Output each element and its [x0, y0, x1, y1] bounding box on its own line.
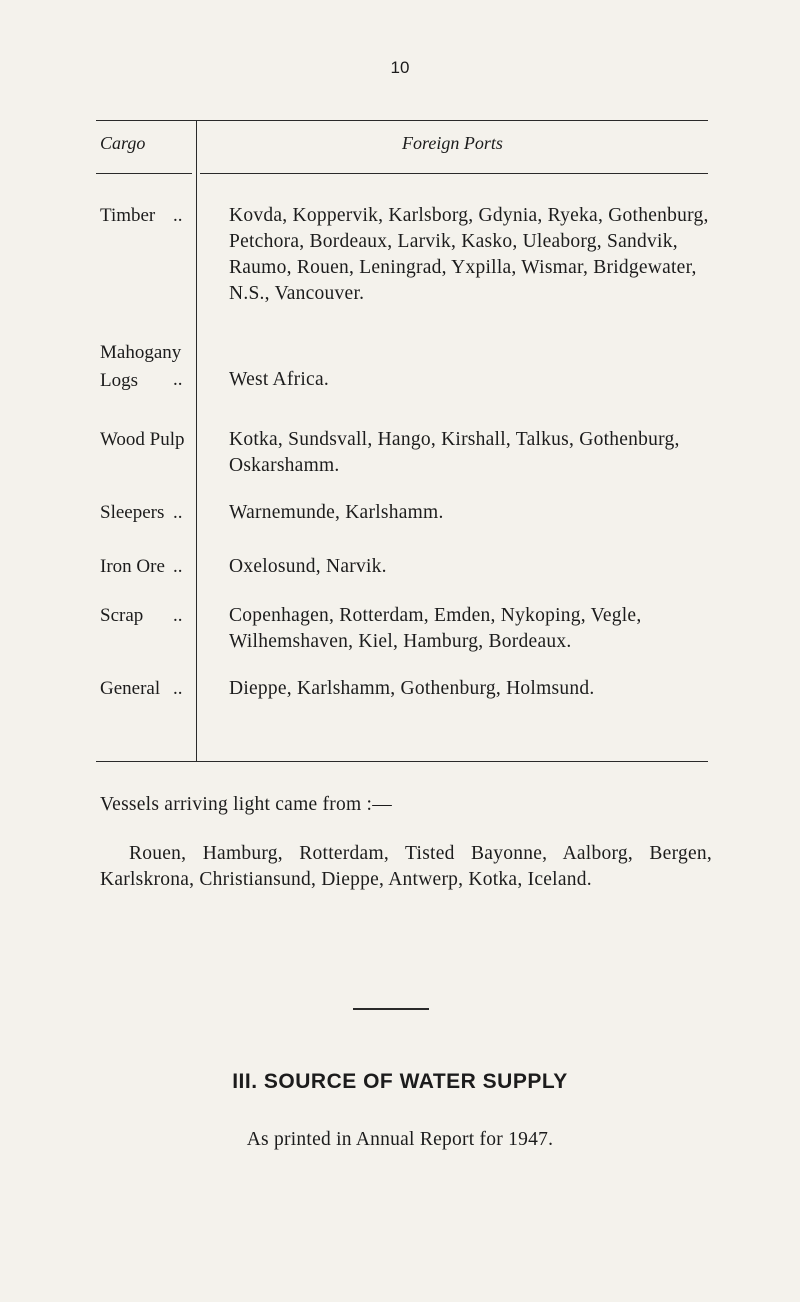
- vessels-intro: Vessels arriving light came from :—: [100, 794, 392, 815]
- section-note: As printed in Annual Report for 1947.: [246, 1129, 554, 1150]
- cargo-name: Scrap: [100, 605, 144, 626]
- cargo-name: Sleepers: [100, 502, 165, 523]
- cargo-name: Iron Ore: [100, 556, 165, 577]
- cargo-name: Wood Pulp: [100, 429, 185, 450]
- ports-list: West Africa.: [229, 369, 329, 390]
- leader-dots: ..: [173, 678, 183, 699]
- ports-list: Kovda, Koppervik, Karlsborg, Gdynia, Ryeka, Gothenburg, Petchora, Bordeaux, Larvik, Kasko, Uleaborg, Sandvik, Raumo, Rouen, Leningrad, Yxpilla, Wismar, Bridgewater, N.S., Vancouver.: [229, 205, 709, 304]
- table-bottom-rule: [96, 761, 708, 762]
- leader-dots: ..: [173, 369, 183, 390]
- ports-list: Kotka, Sundsvall, Hango, Kirshall, Talkus, Gothenburg, Oskarshamm.: [229, 429, 680, 476]
- ports-list: Oxelosund, Narvik.: [229, 556, 387, 577]
- section-title: III. SOURCE OF WATER SUPPLY: [232, 1070, 568, 1093]
- cargo-header-rule: [96, 173, 192, 174]
- leader-dots: ..: [173, 556, 183, 577]
- ports-header-rule: [200, 173, 708, 174]
- leader-dots: ..: [173, 605, 183, 626]
- leader-dots: ..: [173, 205, 183, 226]
- leader-dots: ..: [173, 502, 183, 523]
- cargo-name: General: [100, 678, 161, 699]
- table-top-rule: [96, 120, 708, 121]
- cargo-name: Timber: [100, 205, 156, 226]
- page-number: 10: [390, 58, 410, 77]
- section-divider: [353, 1008, 429, 1010]
- ports-list: Dieppe, Karlshamm, Gothenburg, Holmsund.: [229, 678, 595, 699]
- ports-list: Copenhagen, Rotterdam, Emden, Nykoping, Vegle, Wilhemshaven, Kiel, Hamburg, Bordeaux.: [229, 605, 642, 652]
- cargo-column-header: Cargo: [100, 133, 146, 153]
- ports-column-header: Foreign Ports: [402, 133, 503, 153]
- ports-list: Warnemunde, Karlshamm.: [229, 502, 444, 523]
- vessels-list: Rouen, Hamburg, Rotterdam, Tisted Bayonne, Aalborg, Bergen, Karlskrona, Christiansund, Dieppe, Antwerp, Kotka, Iceland.: [100, 843, 712, 890]
- cargo-name: Mahogany Logs: [100, 342, 182, 391]
